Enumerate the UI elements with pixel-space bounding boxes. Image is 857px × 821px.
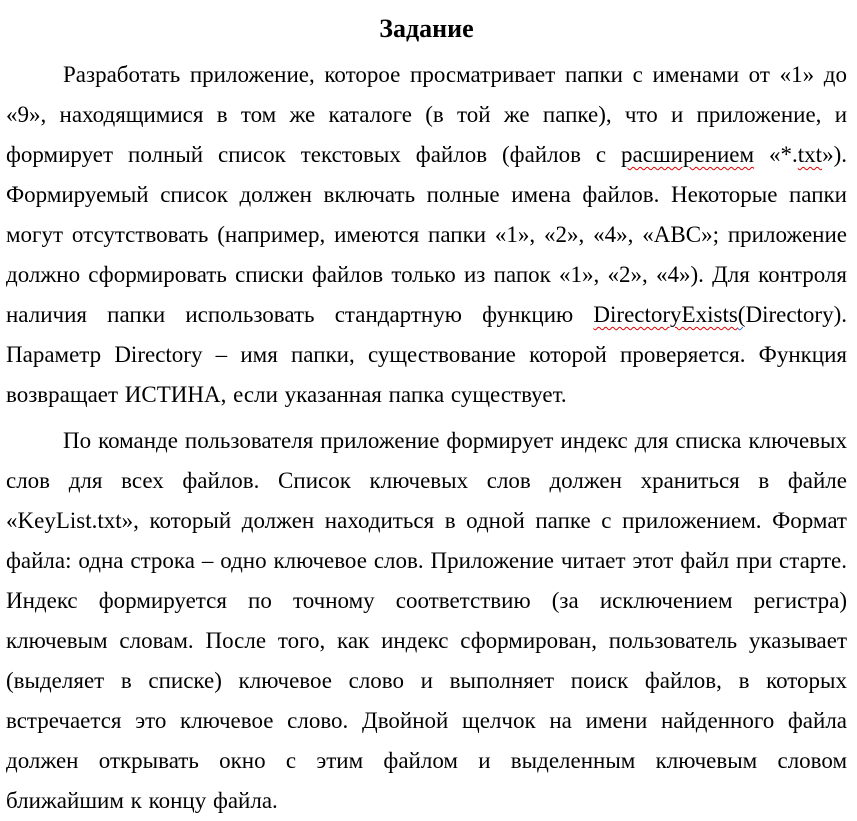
spellcheck-word-directoryexists: DirectoryExists: [593, 302, 738, 327]
text-run: Directory). Параметр Directory – имя папки, существование которой проверяется. Функция возвращает ИСТИНА, если указанная папка существует.: [6, 302, 847, 407]
document-title: Задание: [379, 14, 474, 43]
text-run: Разработать приложение, которое просматривает папки с именами от «1» до «9», находящимися в том же каталоге (в той же папке), что и приложение, и формирует полный список текстовых файлов (файлов с: [6, 62, 847, 167]
paragraph-1: [6, 55, 847, 415]
spellcheck-word-rasshireniem: расширением: [621, 142, 755, 167]
paragraph-2: По команде пользователя приложение формирует индекс для списка ключевых слов для всех файлов. Список ключевых слов должен храниться в файле «KeyList.txt», который должен находиться в одной папке с приложением. Формат файла: одна строка – одно ключевое слов. Приложение читает этот файл при старте. Индекс формируется по точному соответствию (за исключением регистра) ключевым словам. После того, как индекс сформирован, пользователь указывает (выделяет в списке) ключевое слово и выполняет поиск файлов, в которых встречается это ключевое слово. Двойной щелчок на имени найденного файла должен открывать окно с этим файлом и выделенным ключевым словом ближайшим к концу файла.: [6, 428, 847, 813]
text-run: «*.: [754, 142, 798, 167]
grammar-mark-paren: (: [737, 302, 746, 327]
spellcheck-word-txt: txt: [797, 142, 823, 167]
text-run: »). Формируемый список должен включать полные имена файлов. Некоторые папки могут отсутствовать (например, имеются папки «1», «2», «4», «ABC»; приложение должно сформировать списки файлов только из папок «1», «2», «4»). Для контроля наличия папки использовать стандартную функцию: [6, 142, 847, 327]
